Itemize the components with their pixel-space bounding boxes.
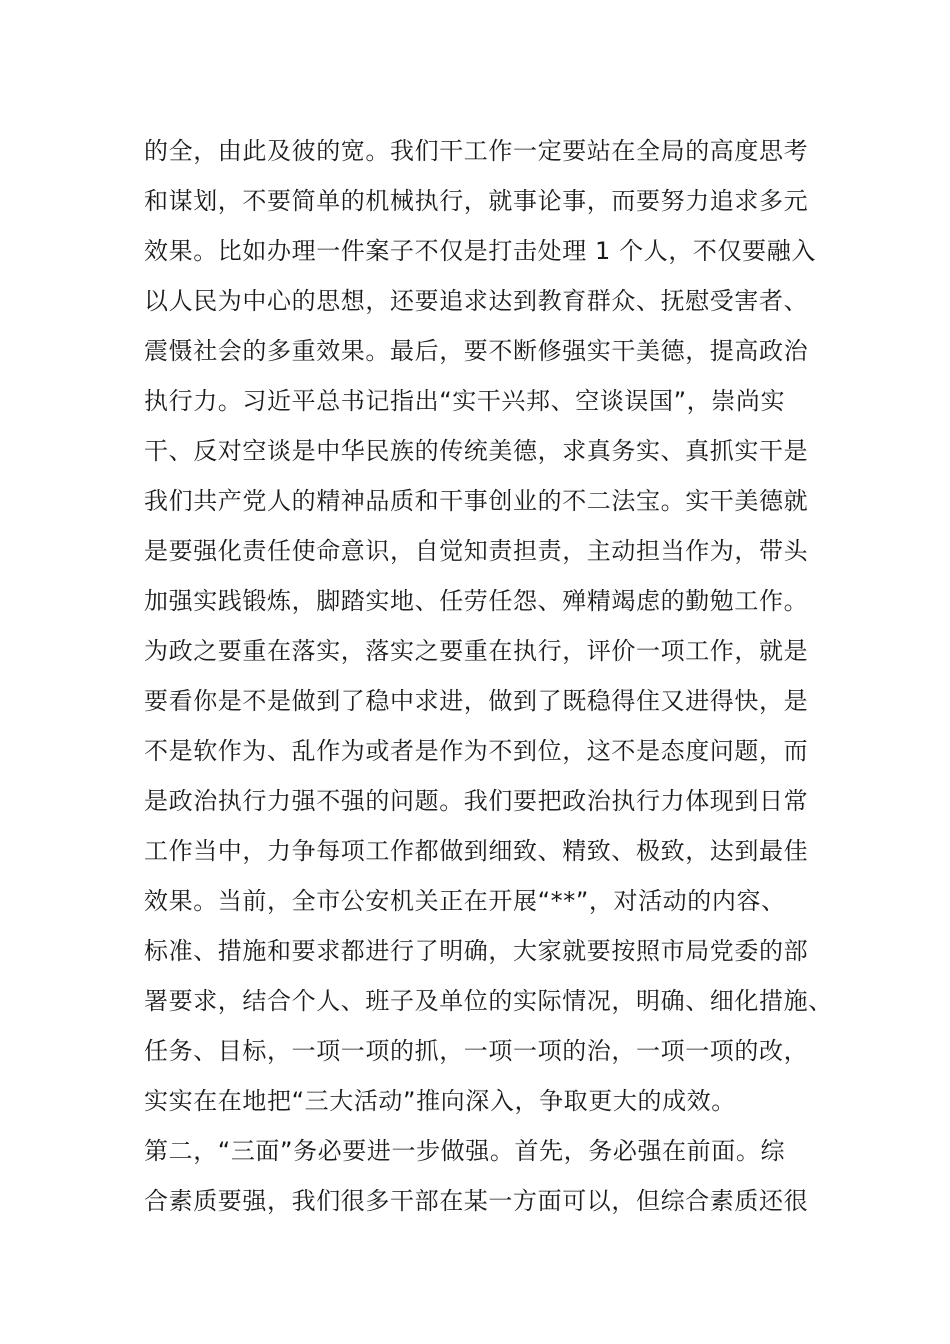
text-line: 合素质要强，我们很多干部在某一方面可以，但综合素质还很 — [144, 1187, 809, 1215]
text-line: 第二，“三面”务必要进一步做强。首先，务必强在前面。综 — [144, 1137, 786, 1165]
text-line: 不是软作为、乱作为或者是作为不到位，这不是态度问题，而 — [144, 737, 809, 765]
text-line: 为政之要重在落实，落实之要重在执行，评价一项工作，就是 — [144, 637, 809, 665]
text-line: 震慑社会的多重效果。最后，要不断修强实干美德，提高政治 — [144, 337, 809, 365]
text-line: 标准、措施和要求都进行了明确，大家就要按照市局党委的部 — [144, 937, 809, 965]
text-line: 工作当中，力争每项工作都做到细致、精致、极致，达到最佳 — [144, 837, 809, 865]
text-line: 的全，由此及彼的宽。我们干工作一定要站在全局的高度思考 — [144, 137, 809, 165]
text-line: 我们共产党人的精神品质和干事创业的不二法宝。实干美德就 — [144, 487, 809, 515]
text-line: 效果。比如办理一件案子不仅是打击处理 1 个人，不仅要融入 — [144, 237, 816, 265]
text-line: 要看你是不是做到了稳中求进，做到了既稳得住又进得快，是 — [144, 687, 809, 715]
text-line: 加强实践锻炼，脚踏实地、任劳任怨、殚精竭虑的勤勉工作。 — [144, 587, 809, 615]
text-line: 执行力。习近平总书记指出“实干兴邦、空谈误国”，崇尚实 — [144, 387, 786, 415]
text-line: 署要求，结合个人、班子及单位的实际情况，明确、细化措施、 — [144, 987, 833, 1015]
text-line: 以人民为中心的思想，还要追求达到教育群众、抚慰受害者、 — [144, 287, 809, 315]
text-line: 任务、目标，一项一项的抓，一项一项的治，一项一项的改， — [144, 1037, 809, 1065]
text-line: 是政治执行力强不强的问题。我们要把政治执行力体现到日常 — [144, 787, 809, 815]
body-text — [144, 126, 833, 1226]
text-line: 干、反对空谈是中华民族的传统美德，求真务实、真抓实干是 — [144, 437, 809, 465]
text-line: 实实在在地把“三大活动”推向深入，争取更大的成效。 — [144, 1087, 736, 1115]
text-line: 效果。当前，全市公安机关正在开展“**”，对活动的内容、 — [144, 887, 786, 915]
text-line: 是要强化责任使命意识，自觉知责担责，主动担当作为，带头 — [144, 537, 809, 565]
text-line: 和谋划，不要简单的机械执行，就事论事，而要努力追求多元 — [144, 187, 809, 215]
